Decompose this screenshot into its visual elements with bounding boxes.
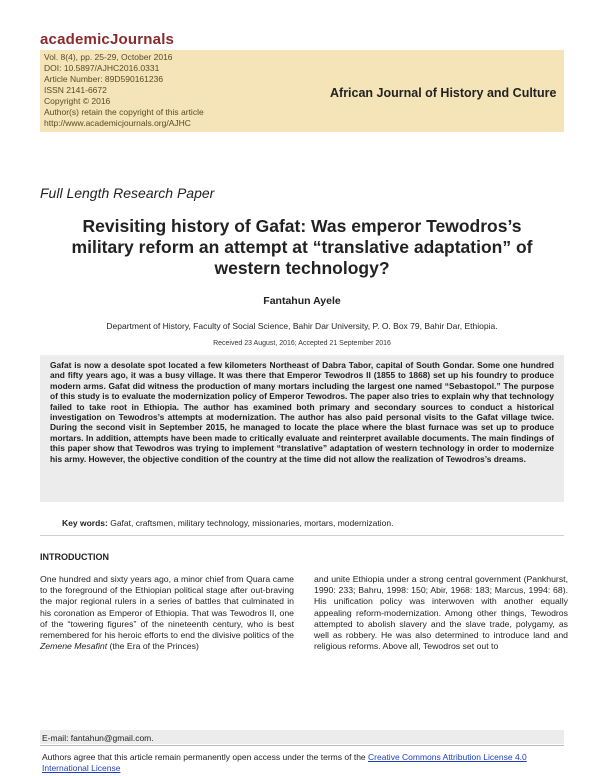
meta-article-number: Article Number: 89D590161236 (44, 74, 164, 84)
meta-copyright: Copyright © 2016 (44, 96, 111, 106)
article-title (40, 216, 564, 279)
italic-term: Zemene Mesafint (40, 641, 108, 652)
article-metadata (44, 52, 204, 129)
publisher-logo: academicJournals (40, 31, 175, 48)
body-column-right: and unite Ethiopia under a strong central government (Pankhurst, 1990: 233; Bahru, 1998: 150; Abir, 1968: 183; Marcus, 1994: 68). His unification policy was interwoven with another equally appealing reform-modernization. Among other things, Tewodros attempted to abolish slavery and the slave trade, polygamy, as well as robbery. He was also determined to introduce land and religious reforms. Above all, Tewodros set out to (314, 574, 568, 652)
meta-doi: DOI: 10.5897/AJHC2016.0331 (44, 63, 160, 73)
journal-name: African Journal of History and Culture (330, 86, 557, 100)
title-line: western technology? (214, 258, 390, 278)
meta-url[interactable]: http://www.academicjournals.org/AJHC (44, 118, 191, 128)
author-affiliation: Department of History, Faculty of Social Science, Bahir Dar University, P. O. Box 79, Bahir Dar, Ethiopia. (106, 321, 498, 331)
meta-issn: ISSN 2141-6672 (44, 85, 107, 95)
title-line: Revisiting history of Gafat: Was emperor Tewodros’s (82, 216, 522, 236)
author-name: Fantahun Ayele (263, 295, 341, 307)
title-line: military reform an attempt at “translative adaptation” of (71, 237, 533, 257)
license-link[interactable]: Creative Commons Attribution License 4.0 International License (42, 752, 527, 773)
meta-rights: Author(s) retain the copyright of this article (44, 107, 204, 117)
introduction-heading: INTRODUCTION (40, 552, 109, 562)
keywords-list: Gafat, craftsmen, military technology, missionaries, mortars, modernization. (110, 518, 394, 528)
abstract-text: Gafat is now a desolate spot located a few kilometers Northeast of Dabra Tabor, capital of South Gondar. Some one hundred and fifty years ago, it was a busy village. It was there that Emperor Tewodros II (1855 to 1868) set up his foundry to produce modern arms. Gafat did witness the production of many mortars including the largest one named “Sebastopol.” The purpose of this study is to evaluate the modernization policy of Emperor Tewodros. The paper also tries to explain why that technology failed to take root in Ethiopia. The author has examined both primary and secondary sources to conduct a historical investigation on Tewodros’s attempts at modernization. The author has also paid personal visits to the Gafat village twice. During the second visit in September 2015, he managed to locate the place where the blast furnace was set up to produce mortars. In addition, attempts have been made to critically evaluate and reinterpret available documents. The main findings of this paper show that Tewodros was trying to implement “translative” adaptation of western technology in order to modernize his army. However, the objective condition of the country at the time did not allow the realization of Tewodros’s dreams. (50, 360, 554, 464)
license-notice: Authors agree that this article remain permanently open access under the terms of the Creative Commons Attribution License 4.0 International License (42, 752, 527, 773)
keywords (62, 518, 562, 528)
section-type: Full Length Research Paper (40, 185, 215, 201)
meta-volume: Vol. 8(4), pp. 25-29, October 2016 (44, 52, 173, 62)
article-dates: Received 23 August, 2016; Accepted 21 September 2016 (213, 340, 391, 347)
author-email: E-mail: fantahun@gmail.com. (42, 733, 154, 743)
divider (40, 535, 564, 536)
keywords-label: Key words: (62, 518, 108, 528)
footer-divider (40, 745, 564, 746)
body-column-left: One hundred and sixty years ago, a minor chief from Quara came to the foreground of the Ethiopian political stage after out-braving the major regional rulers in a series of battles that culminated in his coronation as Emperor of Ethiopia. That was Tewodros II, one of the “towering figures” of the nineteenth century, who is best remembered for his heroic efforts to end the divisive politics of the Zemene Mesafint (the Era of the Princes) (40, 574, 294, 652)
